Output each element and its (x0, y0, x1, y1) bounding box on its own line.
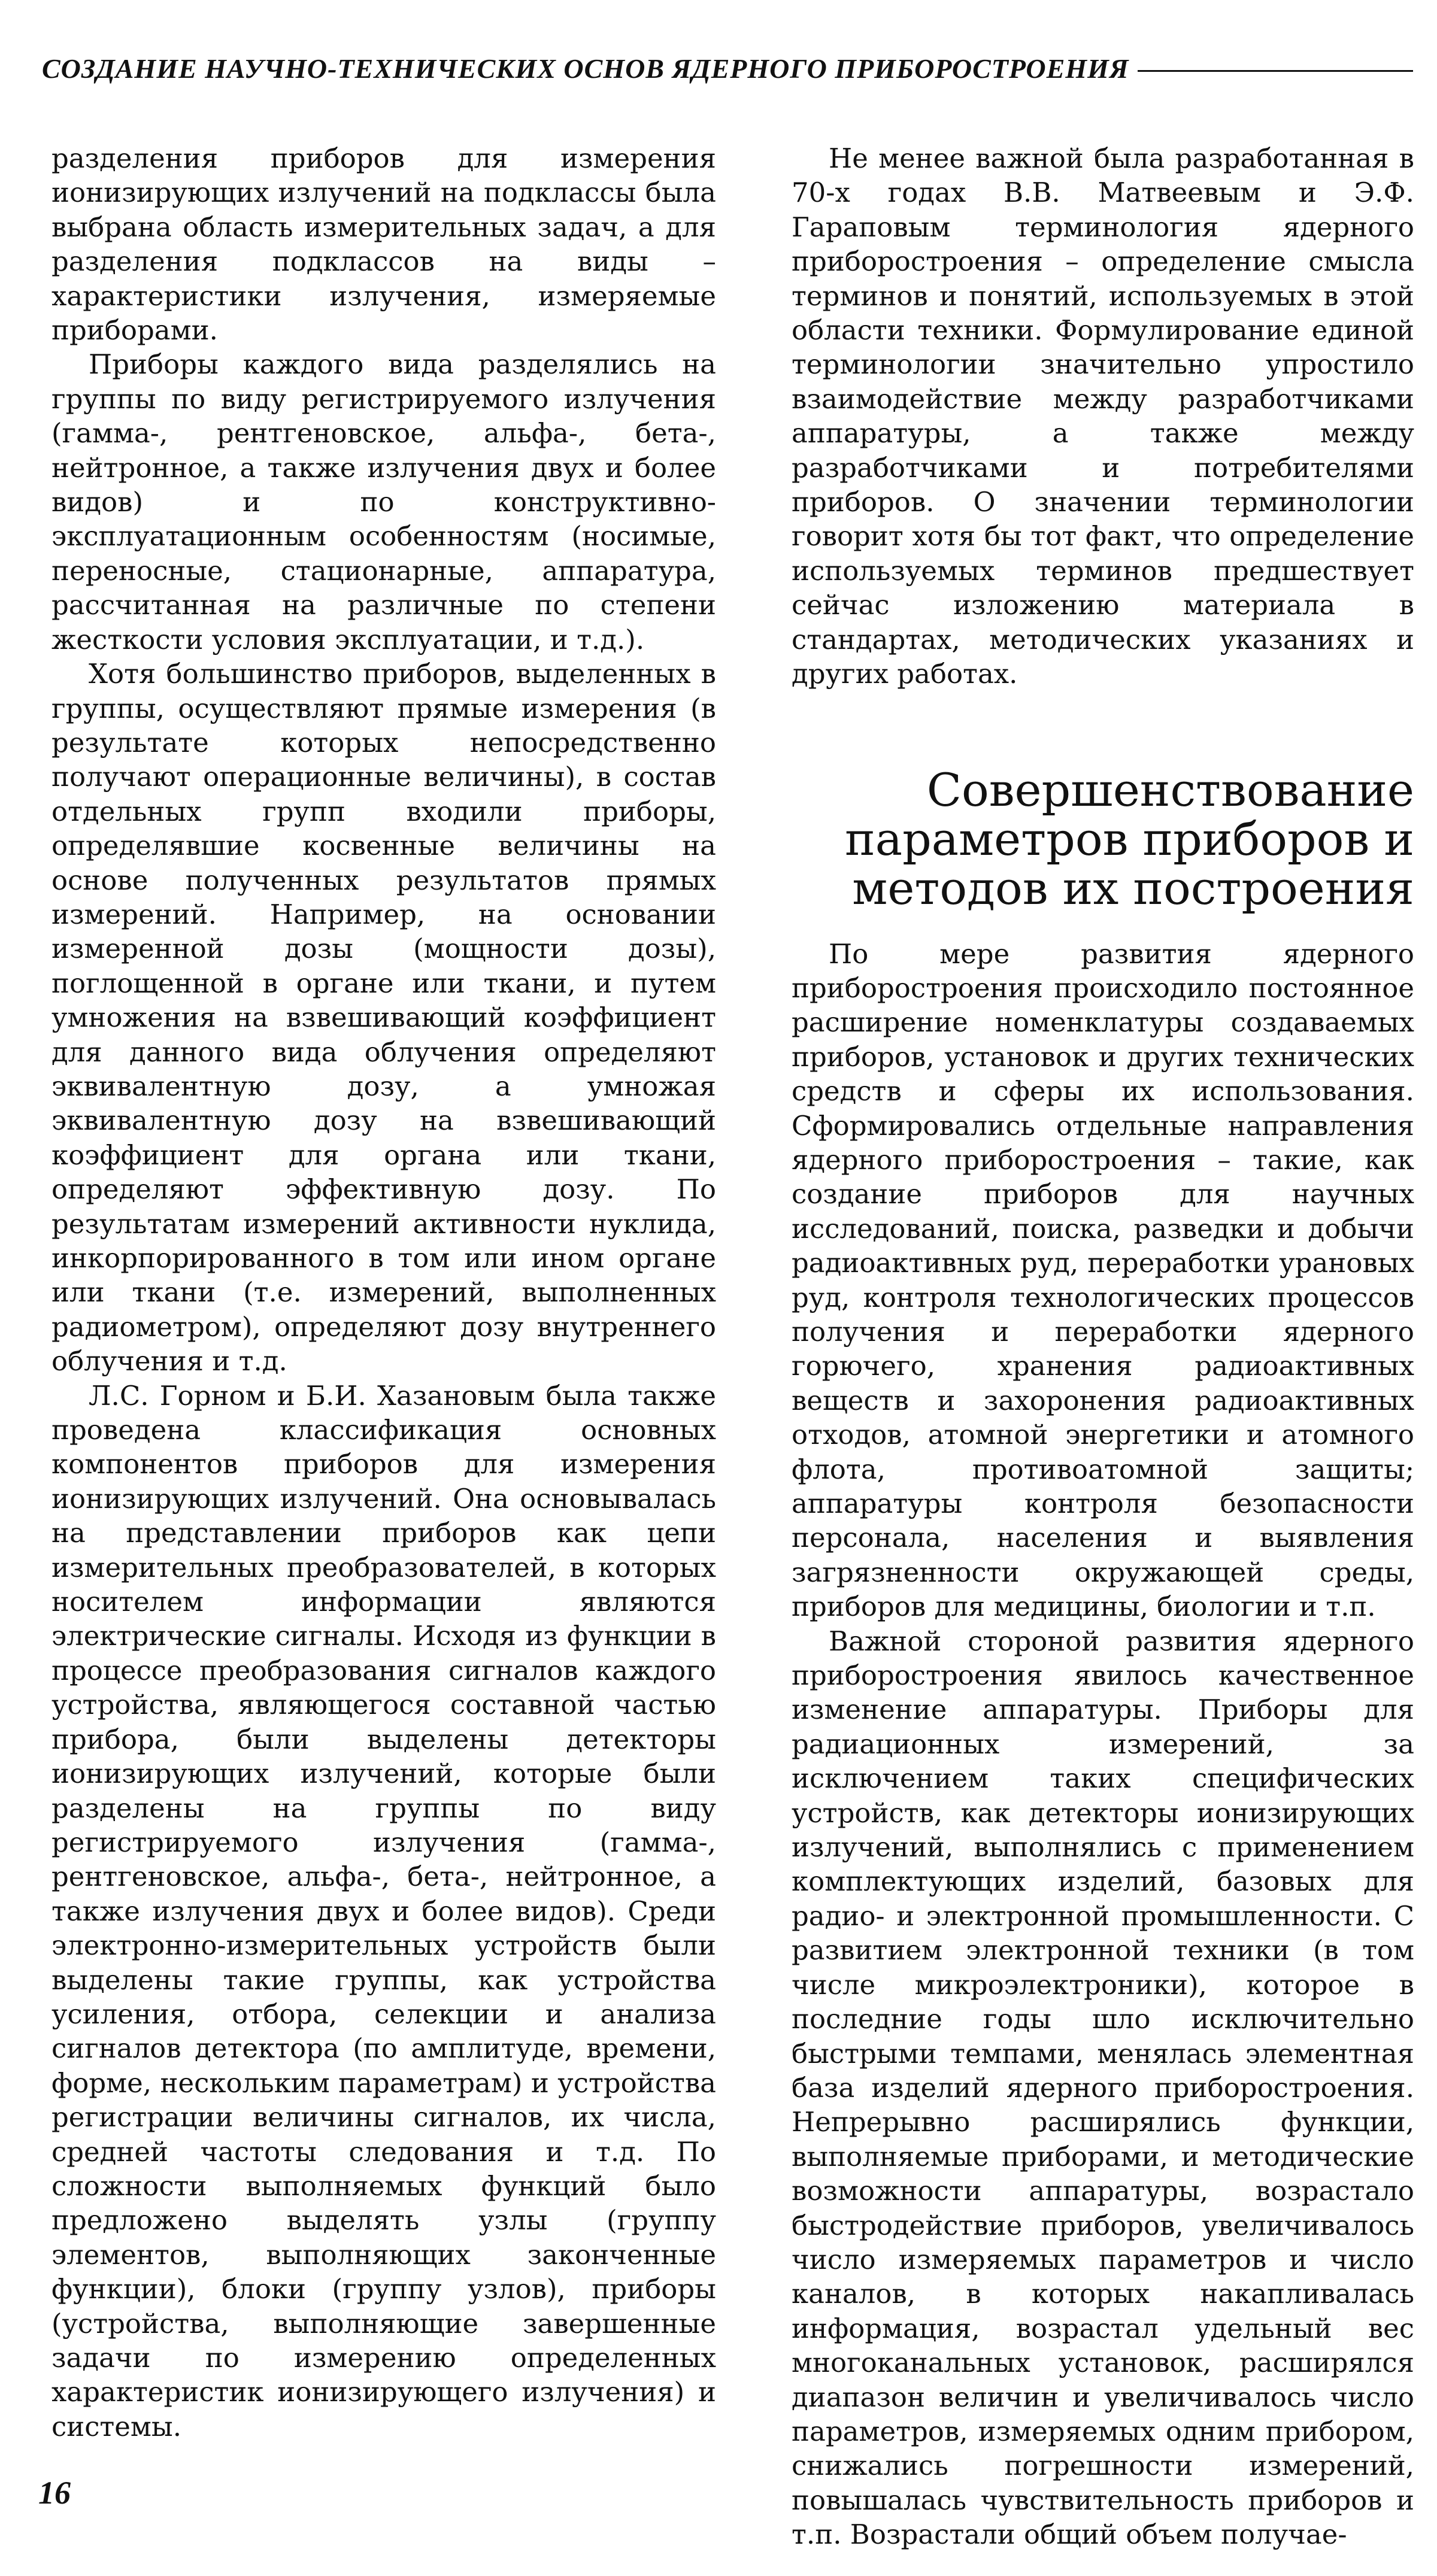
paragraph: Важной стороной развития ядерного приборостроения явилось качественное изменение аппаратуры. Приборы для радиационных измерений, за исключением таких специфических устройств, как детекторы ионизирующих излучений, выполнялись с применением комплектующих изделий, базовых для радио- и электронной промышленности. С развитием электронной техники (в том числе микроэлектроники), которое в последние годы шло исключительно быстрыми темпами, менялась элементная база изделий ядерного приборостроения. Непрерывно расширялись функции, выполняемые приборами, и методические возможности аппаратуры, возрастало быстродействие приборов, увеличивалось число измеряемых параметров и число каналов, в которых накапливалась информация, возрастал удельный вес многоканальных установок, расширялся диапазон величин и увеличивалось число параметров, измеряемых одним прибором, снижались погрешности измерений, повышалась чувствительность приборов и т.п. Возрастали общий объем получае- (792, 1625, 1414, 2551)
running-title: СОЗДАНИЕ НАУЧНО-ТЕХНИЧЕСКИХ ОСНОВ ЯДЕРНОГО ПРИБОРОСТРОЕНИЯ (42, 53, 1129, 84)
paragraph: разделения приборов для измерения ионизирующих излучений на подклассы была выбрана область измерительных задач, а для разделения подклассов на виды – характеристики излучения, измеряемые приборами. (51, 142, 716, 347)
paragraph: Хотя большинство приборов, выделенных в группы, осуществляют прямые измерения (в результате которых непосредственно получают операционные величины), в состав отдельных групп входили приборы, определявшие косвенные величины на основе полученных результатов прямых измерений. Например, на основании измеренной дозы (мощности дозы), поглощенной в органе или ткани, и путем умножения на взвешивающий коэффициент для данного вида облучения определяют эквивалентную дозу, а умножая эквивалентную дозу на взвешивающий коэффициент для органа или ткани, определяют эффективную дозу. По результатам измерений активности нуклида, инкорпорированного в том или ином органе или ткани (т.е. измерений, выполненных радиометром), определяют дозу внутреннего облучения и т.д. (51, 658, 716, 1377)
section-heading: Совершенствование параметров приборов и методов их построения (845, 763, 1414, 915)
header-rule (1138, 70, 1413, 72)
paragraph: Л.С. Горном и Б.И. Хазановым была также проведена классификация основных компонентов приборов для измерения ионизирующих излучений. Она основывалась на представлении приборов как цепи измерительных преобразователей, в которых носителем информации являются электрические сигналы. Исходя из функции в процессе преобразования сигналов каждого устройства, являющегося составной частью прибора, были выделены детекторы ионизирующих излучений, которые были разделены на группы по виду регистрируемого излучения (гамма-, рентгеновское, альфа-, бета-, нейтронное, а также излучения двух и более видов). Среди электронно-измерительных устройств были выделены такие группы, как устройства усиления, отбора, селекции и анализа сигналов детектора (по амплитуде, времени, форме, нескольким параметрам) и устройства регистрации величины сигналов, их числа, средней частоты следования и т.д. По сложности выполняемых функций было предложено выделять узлы (группу элементов, выполняющих законченные функции), блоки (группу узлов), приборы (устройства, выполняющие завершенные задачи по измерению определенных характеристик ионизирующего излучения) и системы. (51, 1379, 716, 2443)
paragraph: По мере развития ядерного приборостроения происходило постоянное расширение номенклатуры создаваемых приборов, установок и других технических средств и сферы их использования. Сформировались отдельные направления ядерного приборостроения – такие, как создание приборов для научных исследований, поиска, разведки и добычи радиоактивных руд, переработки урановых руд, контроля технологических процессов получения и переработки ядерного горючего, хранения радиоактивных веществ и захоронения радиоактивных отходов, атомной энергетики и атомного флота, противоатомной защиты; аппаратуры контроля безопасности персонала, населения и выявления загрязненности окружающей среды, приборов для медицины, биологии и т.п. (792, 937, 1414, 1623)
left-column (38, 141, 716, 2536)
paragraph: Не менее важной была разработанная в 70-х годах В.В. Матвеевым и Э.Ф. Гараповым терминология ядерного приборостроения – определение смысла терминов и понятий, используемых в этой области техники. Формулирование единой терминологии значительно упростило взаимодействие между разработчиками аппаратуры, а также между разработчиками и потребителями приборов. О значении терминологии говорит хотя бы тот факт, что определение используемых терминов предшествует сейчас изложению материала в стандартах, методических указаниях и других работах. (792, 142, 1414, 690)
right-column (792, 141, 1414, 2576)
paragraph: Приборы каждого вида разделялись на группы по виду регистрируемого излучения (гамма-, рентгеновское, альфа-, бета-, нейтронное, а также излучения двух и более видов) и по конструктивно-эксплуатационным особенностям (носимые, переносные, стационарные, аппаратура, рассчитанная на различные по степени жесткости условия эксплуатации, и т.д.). (51, 348, 716, 656)
page-number: 16 (38, 2475, 71, 2511)
running-header (42, 53, 1413, 84)
